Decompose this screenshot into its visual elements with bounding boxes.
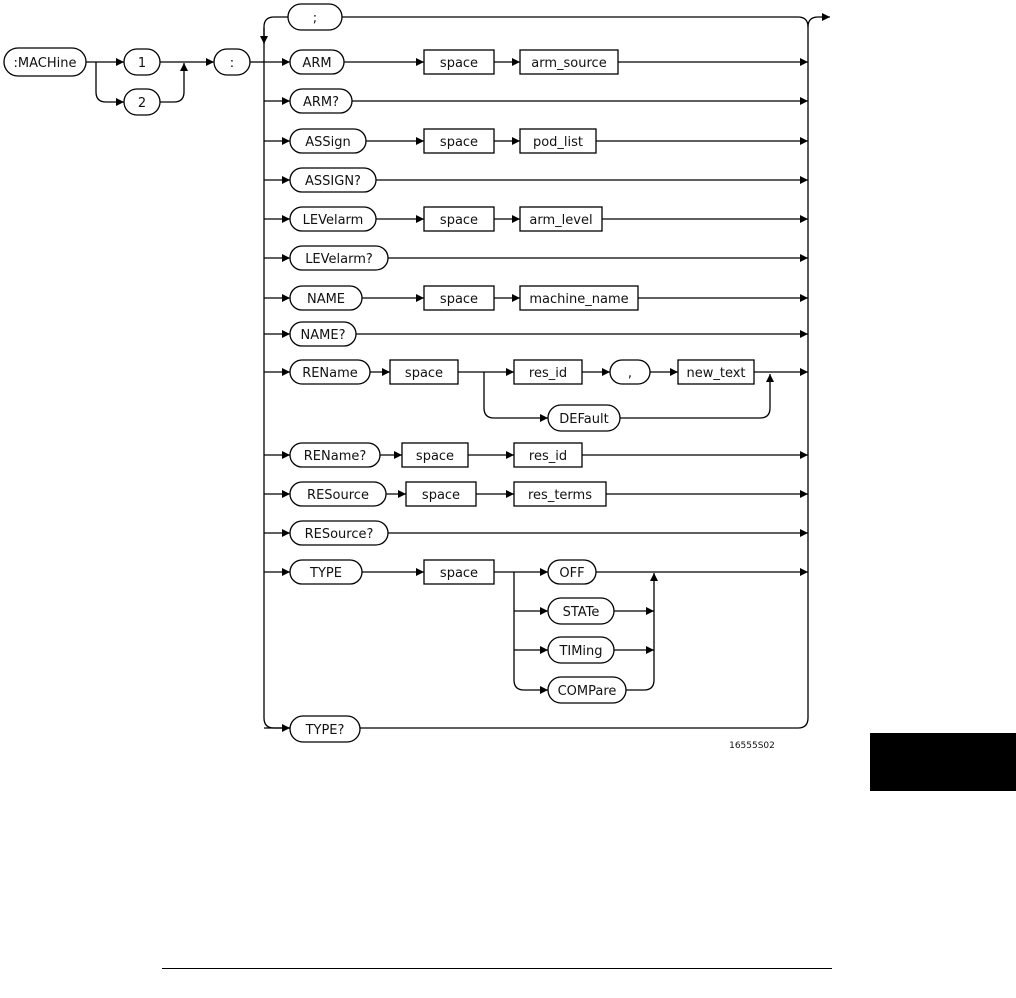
arm-space-label: space (439, 56, 479, 71)
rename-space-label: space (404, 366, 444, 381)
resource-space-label: space (421, 488, 461, 503)
new-text-param-label: new_text (686, 366, 746, 381)
separator-label: ; (312, 11, 318, 26)
machine-name-param-label: machine_name (529, 292, 629, 307)
levelarm-keyword-label: LEVelarm (302, 213, 364, 228)
assign-query-keyword-label: ASSIGN? (305, 174, 361, 189)
type-option-state-label: STATe (562, 605, 600, 620)
type-query-keyword-label: TYPE? (305, 723, 345, 738)
row-resource-query (264, 521, 808, 545)
row-name-query (264, 322, 808, 346)
row-levelarm (264, 207, 808, 231)
assign-keyword-label: ASSign (305, 135, 351, 150)
resource-query-keyword-label: RESource? (304, 527, 374, 542)
res-terms-param-label: res_terms (528, 488, 592, 503)
machine-number-2-label: 2 (137, 96, 147, 111)
type-option-off-label: OFF (559, 566, 585, 581)
type-option-compare-label: COMPare (557, 684, 617, 699)
pod-list-param-label: pod_list (532, 135, 584, 150)
rename-query-space-label: space (415, 449, 455, 464)
name-keyword-label: NAME (306, 292, 346, 307)
arm-keyword-label: ARM (302, 56, 332, 71)
type-option-timing-label: TIMing (559, 644, 603, 659)
machine-header-group (4, 48, 264, 115)
row-type (264, 560, 808, 703)
rename-keyword-label: REName (302, 366, 358, 381)
arm-source-param-label: arm_source (531, 56, 607, 71)
row-rename-query (264, 443, 808, 467)
name-space-label: space (439, 292, 479, 307)
row-arm-query (264, 89, 808, 113)
colon-label: : (229, 56, 235, 71)
row-rename (264, 360, 808, 431)
rename-default-label: DEFault (559, 412, 609, 427)
arm-level-param-label: arm_level (529, 213, 593, 228)
arm-query-keyword-label: ARM? (302, 95, 340, 110)
rename-res-id-param-label: res_id (528, 366, 568, 381)
type-keyword-label: TYPE (310, 566, 342, 581)
rename-query-keyword-label: REName? (303, 449, 367, 464)
row-assign (264, 129, 808, 153)
row-resource (264, 482, 808, 506)
assign-space-label: space (439, 135, 479, 150)
machine-number-1-label: 1 (137, 56, 147, 71)
type-space-label: space (439, 566, 479, 581)
levelarm-space-label: space (439, 213, 479, 228)
row-levelarm-query (264, 246, 808, 270)
row-type-query (264, 716, 360, 742)
rename-comma-label: , (627, 366, 633, 381)
row-assign-query (264, 168, 808, 192)
figure-id: 16555S02 (729, 741, 775, 751)
name-query-keyword-label: NAME? (300, 328, 346, 343)
row-name (264, 286, 808, 310)
rename-query-res-id-param-label: res_id (528, 449, 568, 464)
row-arm (264, 50, 808, 74)
resource-keyword-label: RESource (307, 488, 369, 503)
levelarm-query-keyword-label: LEVelarm? (305, 252, 373, 267)
chapter-tab (870, 733, 1016, 791)
machine-keyword-label: :MACHine (13, 56, 77, 71)
footer-rule (162, 968, 832, 969)
